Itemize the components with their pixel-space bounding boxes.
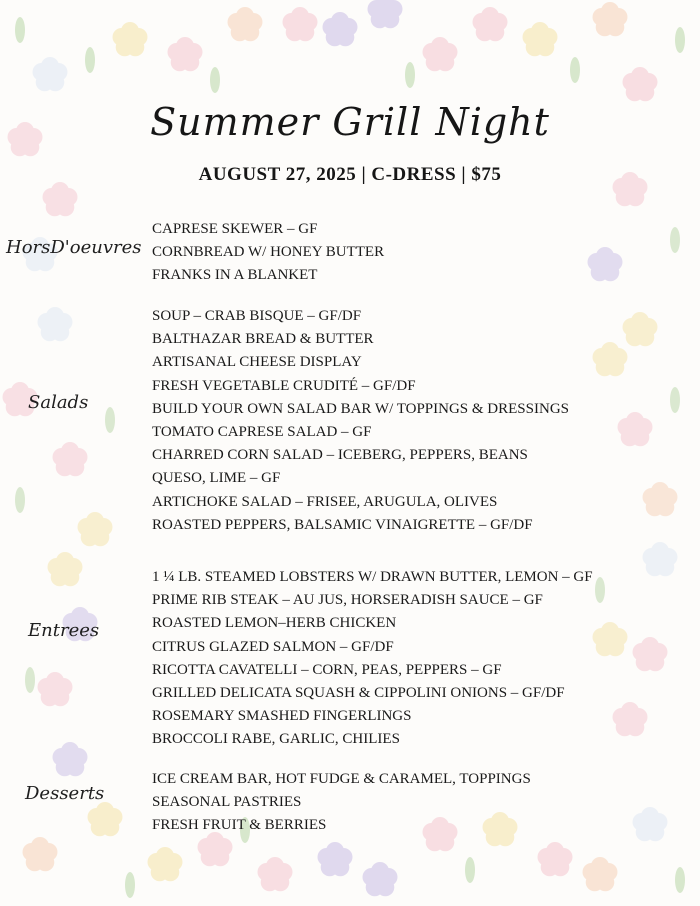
- list-item: ROASTED PEPPERS, BALSAMIC VINAIGRETTE – GF/DF: [152, 516, 533, 533]
- list-item: ARTICHOKE SALAD – FRISEE, ARUGULA, OLIVES: [152, 493, 498, 510]
- list-item: BROCCOLI RABE, GARLIC, CHILIES: [152, 731, 400, 748]
- section-label-salads: Salads: [28, 392, 89, 413]
- section-label-desserts: Desserts: [25, 783, 105, 804]
- list-item: FRANKS IN A BLANKET: [152, 267, 318, 284]
- section-label-hors-doeuvres: HorsD'oeuvres: [6, 237, 142, 258]
- list-item: SOUP – CRAB BISQUE – GF/DF: [152, 308, 362, 324]
- list-item: RICOTTA CAVATELLI – CORN, PEAS, PEPPERS – GF: [152, 661, 502, 678]
- list-item: CORNBREAD W/ HONEY BUTTER: [152, 244, 385, 261]
- list-item: TOMATO CAPRESE SALAD – GF: [152, 424, 372, 441]
- list-item: PRIME RIB STEAK – AU JUS, HORSERADISH SAUCE – GF: [152, 592, 543, 609]
- desserts-list: [152, 768, 531, 838]
- entrees-list: [152, 566, 593, 752]
- list-item: ICE CREAM BAR, HOT FUDGE & CARAMEL, TOPPINGS: [152, 771, 531, 787]
- salads-list: [152, 305, 569, 537]
- list-item: CAPRESE SKEWER – GF: [152, 221, 318, 237]
- list-item: CITRUS GLAZED SALMON – GF/DF: [152, 638, 394, 655]
- list-item: CHARRED CORN SALAD – ICEBERG, PEPPERS, BEANS: [152, 447, 528, 464]
- event-details: AUGUST 27, 2025 | C-DRESS | $75: [198, 164, 502, 185]
- list-item: ROASTED LEMON–HERB CHICKEN: [152, 615, 397, 632]
- list-item: SEASONAL PASTRIES: [152, 794, 302, 811]
- list-item: BUILD YOUR OWN SALAD BAR W/ TOPPINGS & DRESSINGS: [152, 400, 569, 417]
- page-title: Summer Grill Night: [150, 100, 550, 144]
- list-item: 1 ¼ LB. STEAMED LOBSTERS W/ DRAWN BUTTER, LEMON – GF: [152, 569, 593, 585]
- list-item: FRESH FRUIT & BERRIES: [152, 817, 327, 834]
- list-item: GRILLED DELICATA SQUASH & CIPPOLINI ONIONS – GF/DF: [152, 685, 565, 702]
- list-item: QUESO, LIME – GF: [152, 470, 281, 487]
- hors-doeuvres-list: [152, 218, 384, 288]
- list-item: FRESH VEGETABLE CRUDITÉ – GF/DF: [152, 377, 416, 394]
- section-label-entrees: Entrees: [28, 620, 100, 641]
- list-item: BALTHAZAR BREAD & BUTTER: [152, 331, 374, 348]
- list-item: ARTISANAL CHEESE DISPLAY: [152, 354, 362, 371]
- list-item: ROSEMARY SMASHED FINGERLINGS: [152, 708, 412, 725]
